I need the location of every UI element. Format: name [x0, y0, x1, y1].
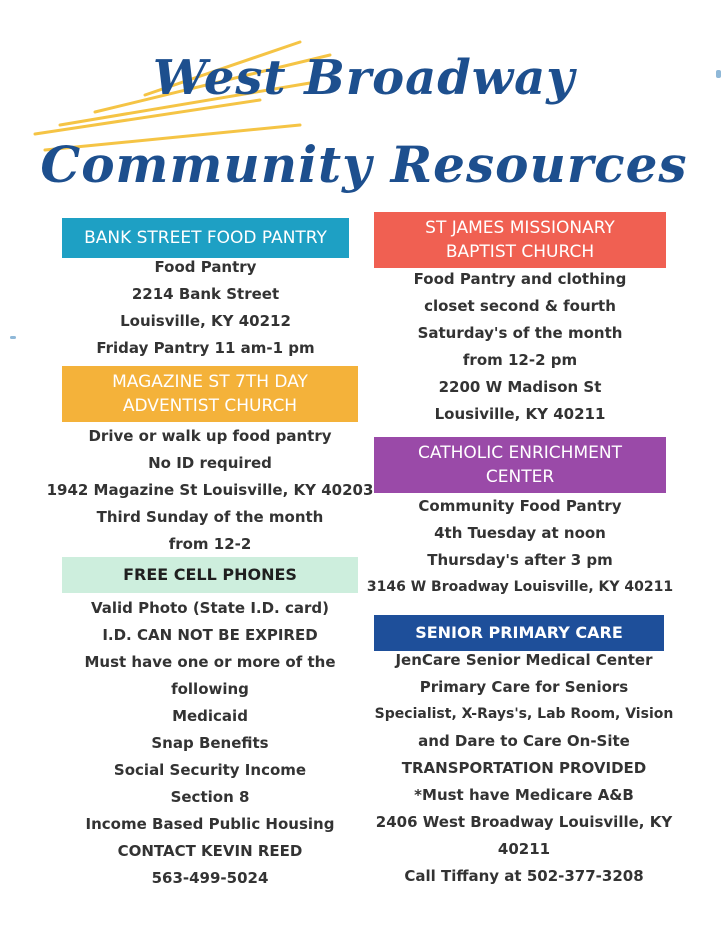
- detail-line: Friday Pantry 11 am-1 pm: [96, 339, 315, 357]
- free-cell-header: [62, 557, 358, 593]
- detail-line: 4th Tuesday at noon: [434, 524, 606, 542]
- detail-line: Third Sunday of the month: [96, 508, 324, 526]
- detail-line: Must have one or more of the: [84, 653, 336, 671]
- detail-line: and Dare to Care On-Site: [418, 732, 630, 750]
- detail-line: Income Based Public Housing: [85, 815, 335, 833]
- scan-speck: [10, 336, 16, 339]
- detail-line: 2214 Bank Street: [131, 285, 280, 303]
- catholic-details: [366, 493, 674, 601]
- detail-line: 2406 West Broadway Louisville, KY: [375, 813, 673, 831]
- senior-details: [370, 647, 678, 890]
- catholic-header-line: CATHOLIC ENRICHMENT: [418, 443, 622, 463]
- detail-line: following: [171, 680, 249, 698]
- detail-line: closet second & fourth: [424, 297, 616, 315]
- detail-line: No ID required: [148, 454, 272, 472]
- detail-line: Food Pantry and clothing: [413, 270, 627, 288]
- detail-line: Social Security Income: [113, 761, 307, 779]
- detail-line: Louisville, KY 40212: [120, 312, 291, 330]
- detail-line: TRANSPORTATION PROVIDED: [401, 759, 647, 777]
- detail-line: Specialist, X-Rays's, Lab Room, Vision: [374, 706, 674, 722]
- detail-line: from 12-2: [168, 535, 252, 553]
- detail-line: *Must have Medicare A&B: [414, 786, 634, 804]
- detail-line: Section 8: [170, 788, 250, 806]
- detail-line: Lousiville, KY 40211: [434, 405, 606, 423]
- magazine-header-line: MAGAZINE ST 7TH DAY: [112, 372, 308, 392]
- magazine-header-line: ADVENTIST CHURCH: [122, 396, 298, 416]
- page-title-line2: Community Resources: [40, 135, 688, 194]
- magazine-header: [62, 366, 358, 422]
- page-title-line1: West Broadway: [152, 50, 576, 106]
- bank-street-header-line: BANK STREET FOOD PANTRY: [84, 228, 327, 248]
- detail-line: CONTACT KEVIN REED: [117, 842, 303, 860]
- detail-line: Saturday's of the month: [417, 324, 623, 342]
- catholic-header: [374, 437, 666, 493]
- detail-line: Call Tiffany at 502-377-3208: [404, 867, 644, 885]
- detail-line: Snap Benefits: [151, 734, 269, 752]
- detail-line: 563-499-5024: [151, 869, 269, 887]
- detail-line: Drive or walk up food pantry: [88, 427, 332, 445]
- detail-line: Food Pantry: [154, 258, 257, 276]
- detail-line: 40211: [497, 840, 551, 858]
- detail-line: Medicaid: [172, 707, 248, 725]
- bank-street-header: [62, 218, 349, 258]
- detail-line: Community Food Pantry: [418, 497, 622, 515]
- detail-line: 1942 Magazine St Louisville, KY 40203: [46, 481, 374, 499]
- detail-line: 2200 W Madison St: [438, 378, 602, 396]
- catholic-header-line: CENTER: [485, 467, 555, 487]
- free-cell-details: [62, 595, 358, 892]
- detail-line: JenCare Senior Medical Center: [395, 651, 653, 669]
- senior-header-line: SENIOR PRIMARY CARE: [415, 623, 623, 642]
- bank-street-details: [62, 254, 349, 362]
- st-james-header-line: ST JAMES MISSIONARY: [425, 218, 615, 238]
- detail-line: from 12-2 pm: [462, 351, 578, 369]
- detail-line: Thursday's after 3 pm: [427, 551, 613, 569]
- detail-line: I.D. CAN NOT BE EXPIRED: [102, 626, 318, 644]
- detail-line: Valid Photo (State I.D. card): [90, 599, 329, 617]
- free-cell-header-line: FREE CELL PHONES: [123, 565, 297, 584]
- st-james-details: [374, 266, 666, 428]
- magazine-details: [40, 423, 380, 558]
- detail-line: Primary Care for Seniors: [419, 678, 629, 696]
- st-james-header-line: BAPTIST CHURCH: [445, 242, 595, 262]
- senior-header: [374, 615, 664, 651]
- detail-line: 3146 W Broadway Louisville, KY 40211: [366, 579, 674, 595]
- st-james-header: [374, 212, 666, 268]
